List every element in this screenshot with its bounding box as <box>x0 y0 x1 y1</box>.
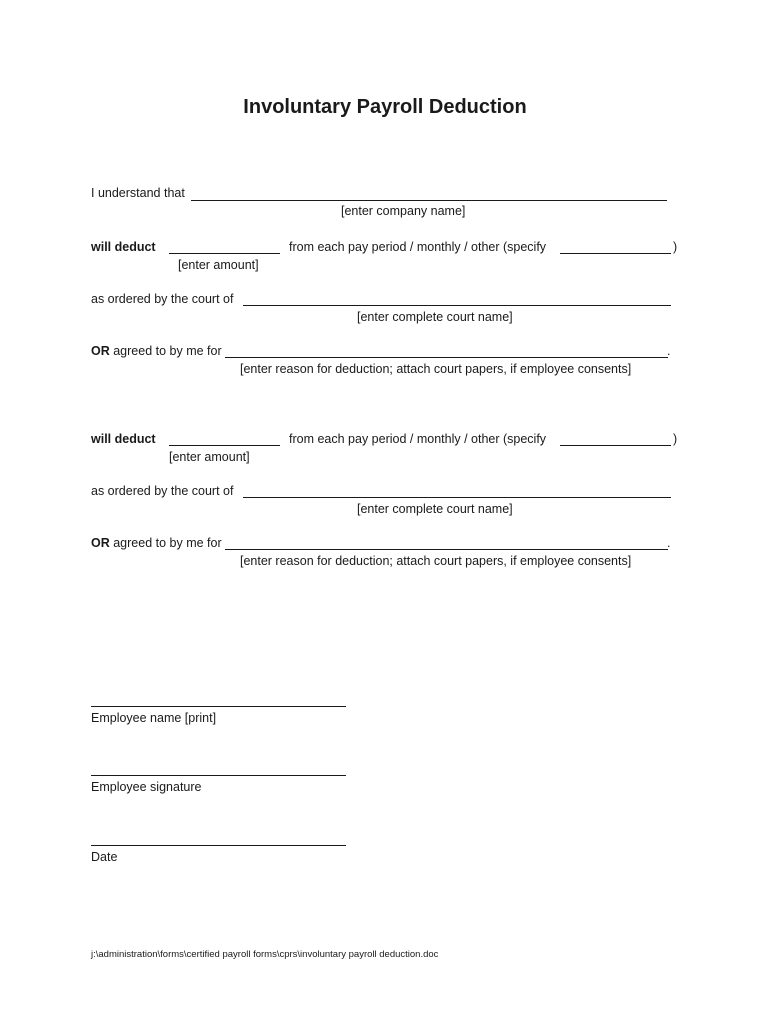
date-line[interactable] <box>91 845 346 846</box>
company-name-hint: [enter company name] <box>341 204 466 218</box>
other-period-field[interactable] <box>560 253 671 254</box>
agreed-row <box>91 536 222 550</box>
amount-hint: [enter amount] <box>169 450 250 464</box>
amount-hint: [enter amount] <box>178 258 259 272</box>
period-text: from each pay period / monthly / other (specify <box>289 432 547 446</box>
reason-field[interactable] <box>225 357 668 358</box>
court-name-hint: [enter complete court name] <box>357 502 513 516</box>
reason-hint: [enter reason for deduction; attach court papers, if employee consents] <box>240 362 632 376</box>
close-paren: ) <box>673 240 678 254</box>
date-label: Date <box>91 850 118 864</box>
reason-period: . <box>667 536 671 550</box>
document-title: Involuntary Payroll Deduction <box>243 96 527 118</box>
will-deduct-label: will deduct <box>91 240 156 254</box>
agreed-label: agreed to by me for <box>113 536 222 550</box>
court-name-hint: [enter complete court name] <box>357 310 513 324</box>
employee-signature-label: Employee signature <box>91 780 202 794</box>
employee-signature-line[interactable] <box>91 775 346 776</box>
amount-field[interactable] <box>169 445 280 446</box>
period-text: from each pay period / monthly / other (specify <box>289 240 547 254</box>
court-label: as ordered by the court of <box>91 484 234 498</box>
intro-label: I understand that <box>91 186 185 200</box>
file-path-footer: j:\administration\forms\certified payroll forms\cprs\involuntary payroll deduction.doc <box>91 949 439 960</box>
reason-period: . <box>667 344 671 358</box>
will-deduct-label: will deduct <box>91 432 156 446</box>
agreed-row <box>91 344 222 358</box>
court-name-field[interactable] <box>243 497 671 498</box>
close-paren: ) <box>673 432 678 446</box>
employee-name-line[interactable] <box>91 706 346 707</box>
company-name-field[interactable] <box>191 200 667 201</box>
or-label: OR <box>91 344 110 358</box>
court-label: as ordered by the court of <box>91 292 234 306</box>
amount-field[interactable] <box>169 253 280 254</box>
other-period-field[interactable] <box>560 445 671 446</box>
reason-field[interactable] <box>225 549 668 550</box>
or-label: OR <box>91 536 110 550</box>
employee-name-label: Employee name [print] <box>91 711 217 725</box>
reason-hint: [enter reason for deduction; attach court papers, if employee consents] <box>240 554 632 568</box>
agreed-label: agreed to by me for <box>113 344 222 358</box>
court-name-field[interactable] <box>243 305 671 306</box>
